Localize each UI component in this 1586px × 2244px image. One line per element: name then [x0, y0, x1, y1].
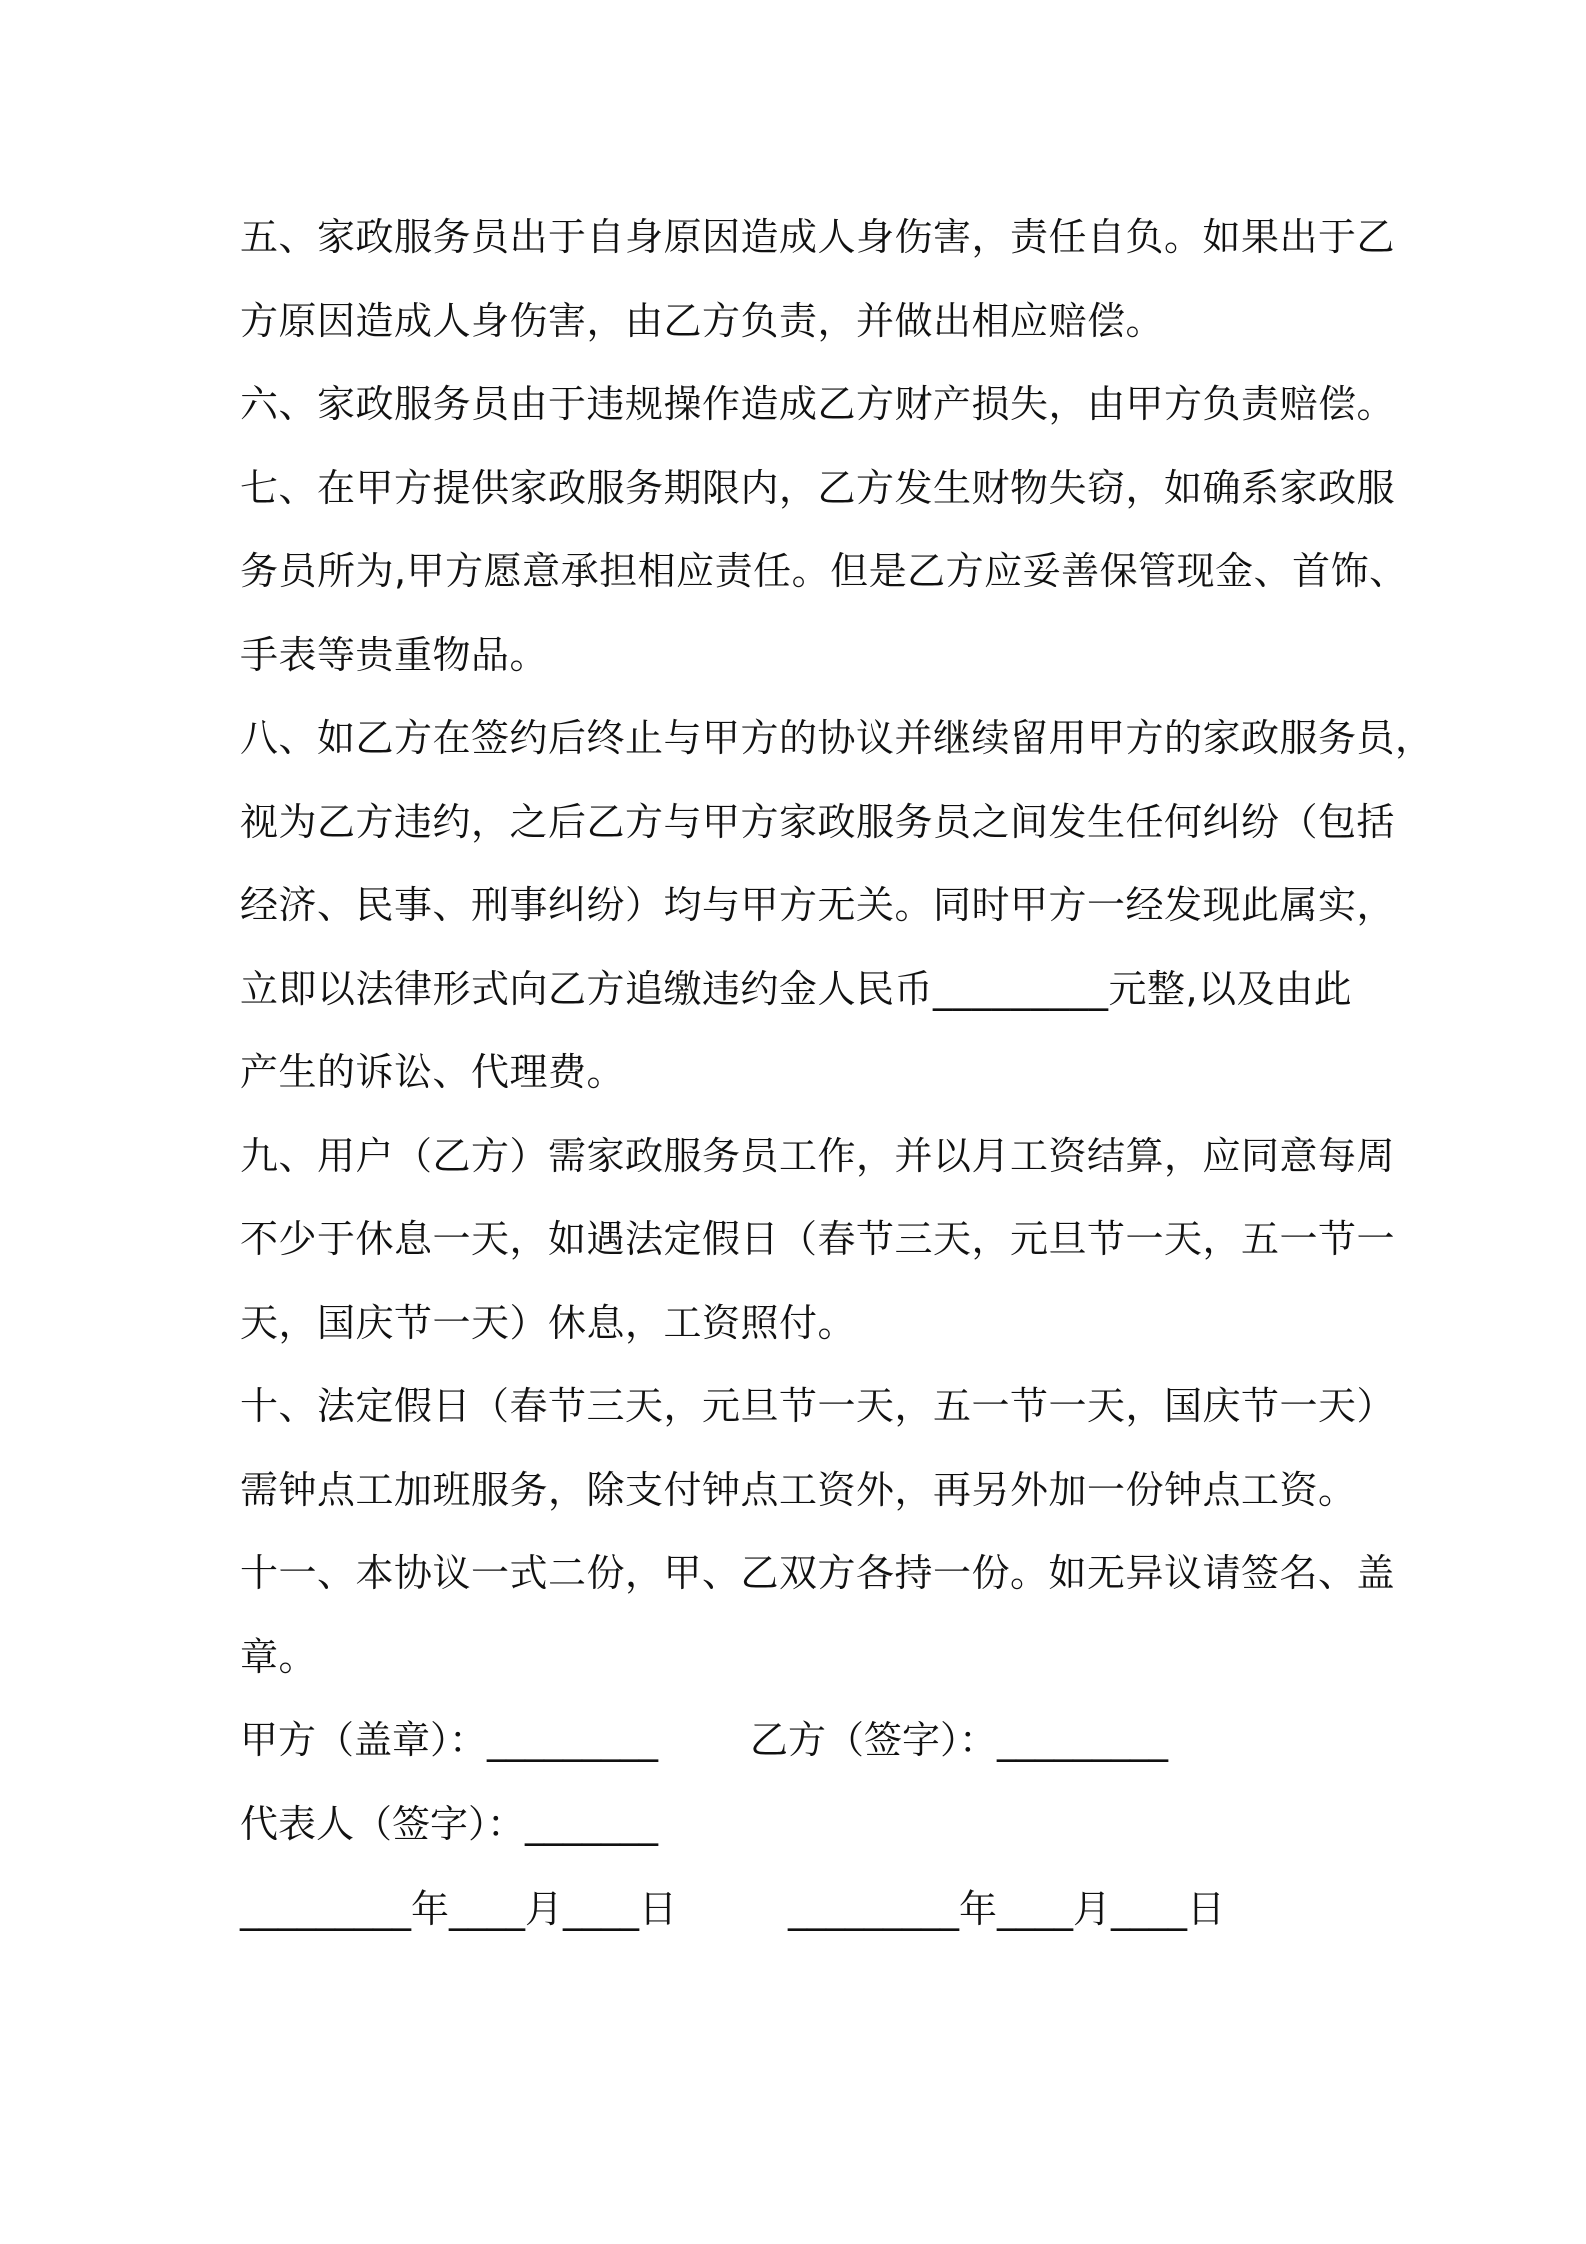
contract-body [240, 196, 1434, 1952]
clause-8-line-2: 视为乙方违约，之后乙方与甲方家政服务员之间发生任何纠纷（包括 [240, 799, 1396, 844]
clause-9-line-1: 九、用户（乙方）需家政服务员工作，并以月工资结算，应同意每周 [240, 1133, 1396, 1178]
clause-8-line-3: 经济、民事、刑事纠纷）均与甲方无关。同时甲方一经发现此属实， [240, 883, 1396, 927]
clause-5-line-1: 五、家政服务员出于自身原因造成人身伤害，责任自负。如果出于乙 [240, 215, 1396, 259]
clause-7-line-3: 手表等贵重物品。 [240, 632, 549, 677]
clause-9-line-3: 天，国庆节一天）休息，工资照付。 [240, 1300, 857, 1345]
party-a-date-field: _________年____月____日 [240, 1887, 678, 1931]
clause-10-line-1: 十、法定假日（春节三天，元旦节一天，五一节一天，国庆节一天） [240, 1384, 1396, 1428]
clause-11-line-1: 十一、本协议一式二份，甲、乙双方各持一份。如无异议请签名、盖 [240, 1551, 1396, 1595]
signature-row-parties [240, 1699, 1360, 1783]
clause-5-line-2: 方原因造成人身伤害，由乙方负责，并做出相应赔偿。 [240, 298, 1165, 343]
clause-8-line-4: 立即以法律形式向乙方追缴违约金人民币_________元整,以及由此 [240, 966, 1353, 1011]
clause-11-line-2: 章。 [240, 1634, 318, 1679]
clause-8-line-1: 八、如乙方在签约后终止与甲方的协议并继续留用甲方的家政服务员， [240, 716, 1434, 760]
clause-8-line-5: 产生的诉讼、代理费。 [240, 1050, 626, 1094]
signature-row-dates [240, 1868, 1360, 1952]
clause-9-line-2: 不少于休息一天，如遇法定假日（春节三天，元旦节一天，五一节一 [240, 1217, 1396, 1261]
representative-signature-field: 代表人（签字）：_______ [240, 1801, 659, 1846]
party-a-seal-field: 甲方（盖章）：_________ [240, 1718, 659, 1762]
clause-7-line-2: 务员所为,甲方愿意承担相应责任。但是乙方应妥善保管现金、首饰、 [240, 549, 1408, 593]
clause-6-line-1: 六、家政服务员由于违规操作造成乙方财产损失，由甲方负责赔偿。 [240, 382, 1396, 426]
signature-row-representative [240, 1783, 1360, 1867]
party-b-date-field: _________年____月____日 [788, 1887, 1226, 1931]
clause-7-line-1: 七、在甲方提供家政服务期限内，乙方发生财物失窃，如确系家政服 [240, 465, 1396, 510]
clause-10-line-2: 需钟点工加班服务，除支付钟点工资外，再另外加一份钟点工资。 [240, 1467, 1357, 1512]
party-b-signature-field: 乙方（签字）：_________ [750, 1718, 1169, 1762]
